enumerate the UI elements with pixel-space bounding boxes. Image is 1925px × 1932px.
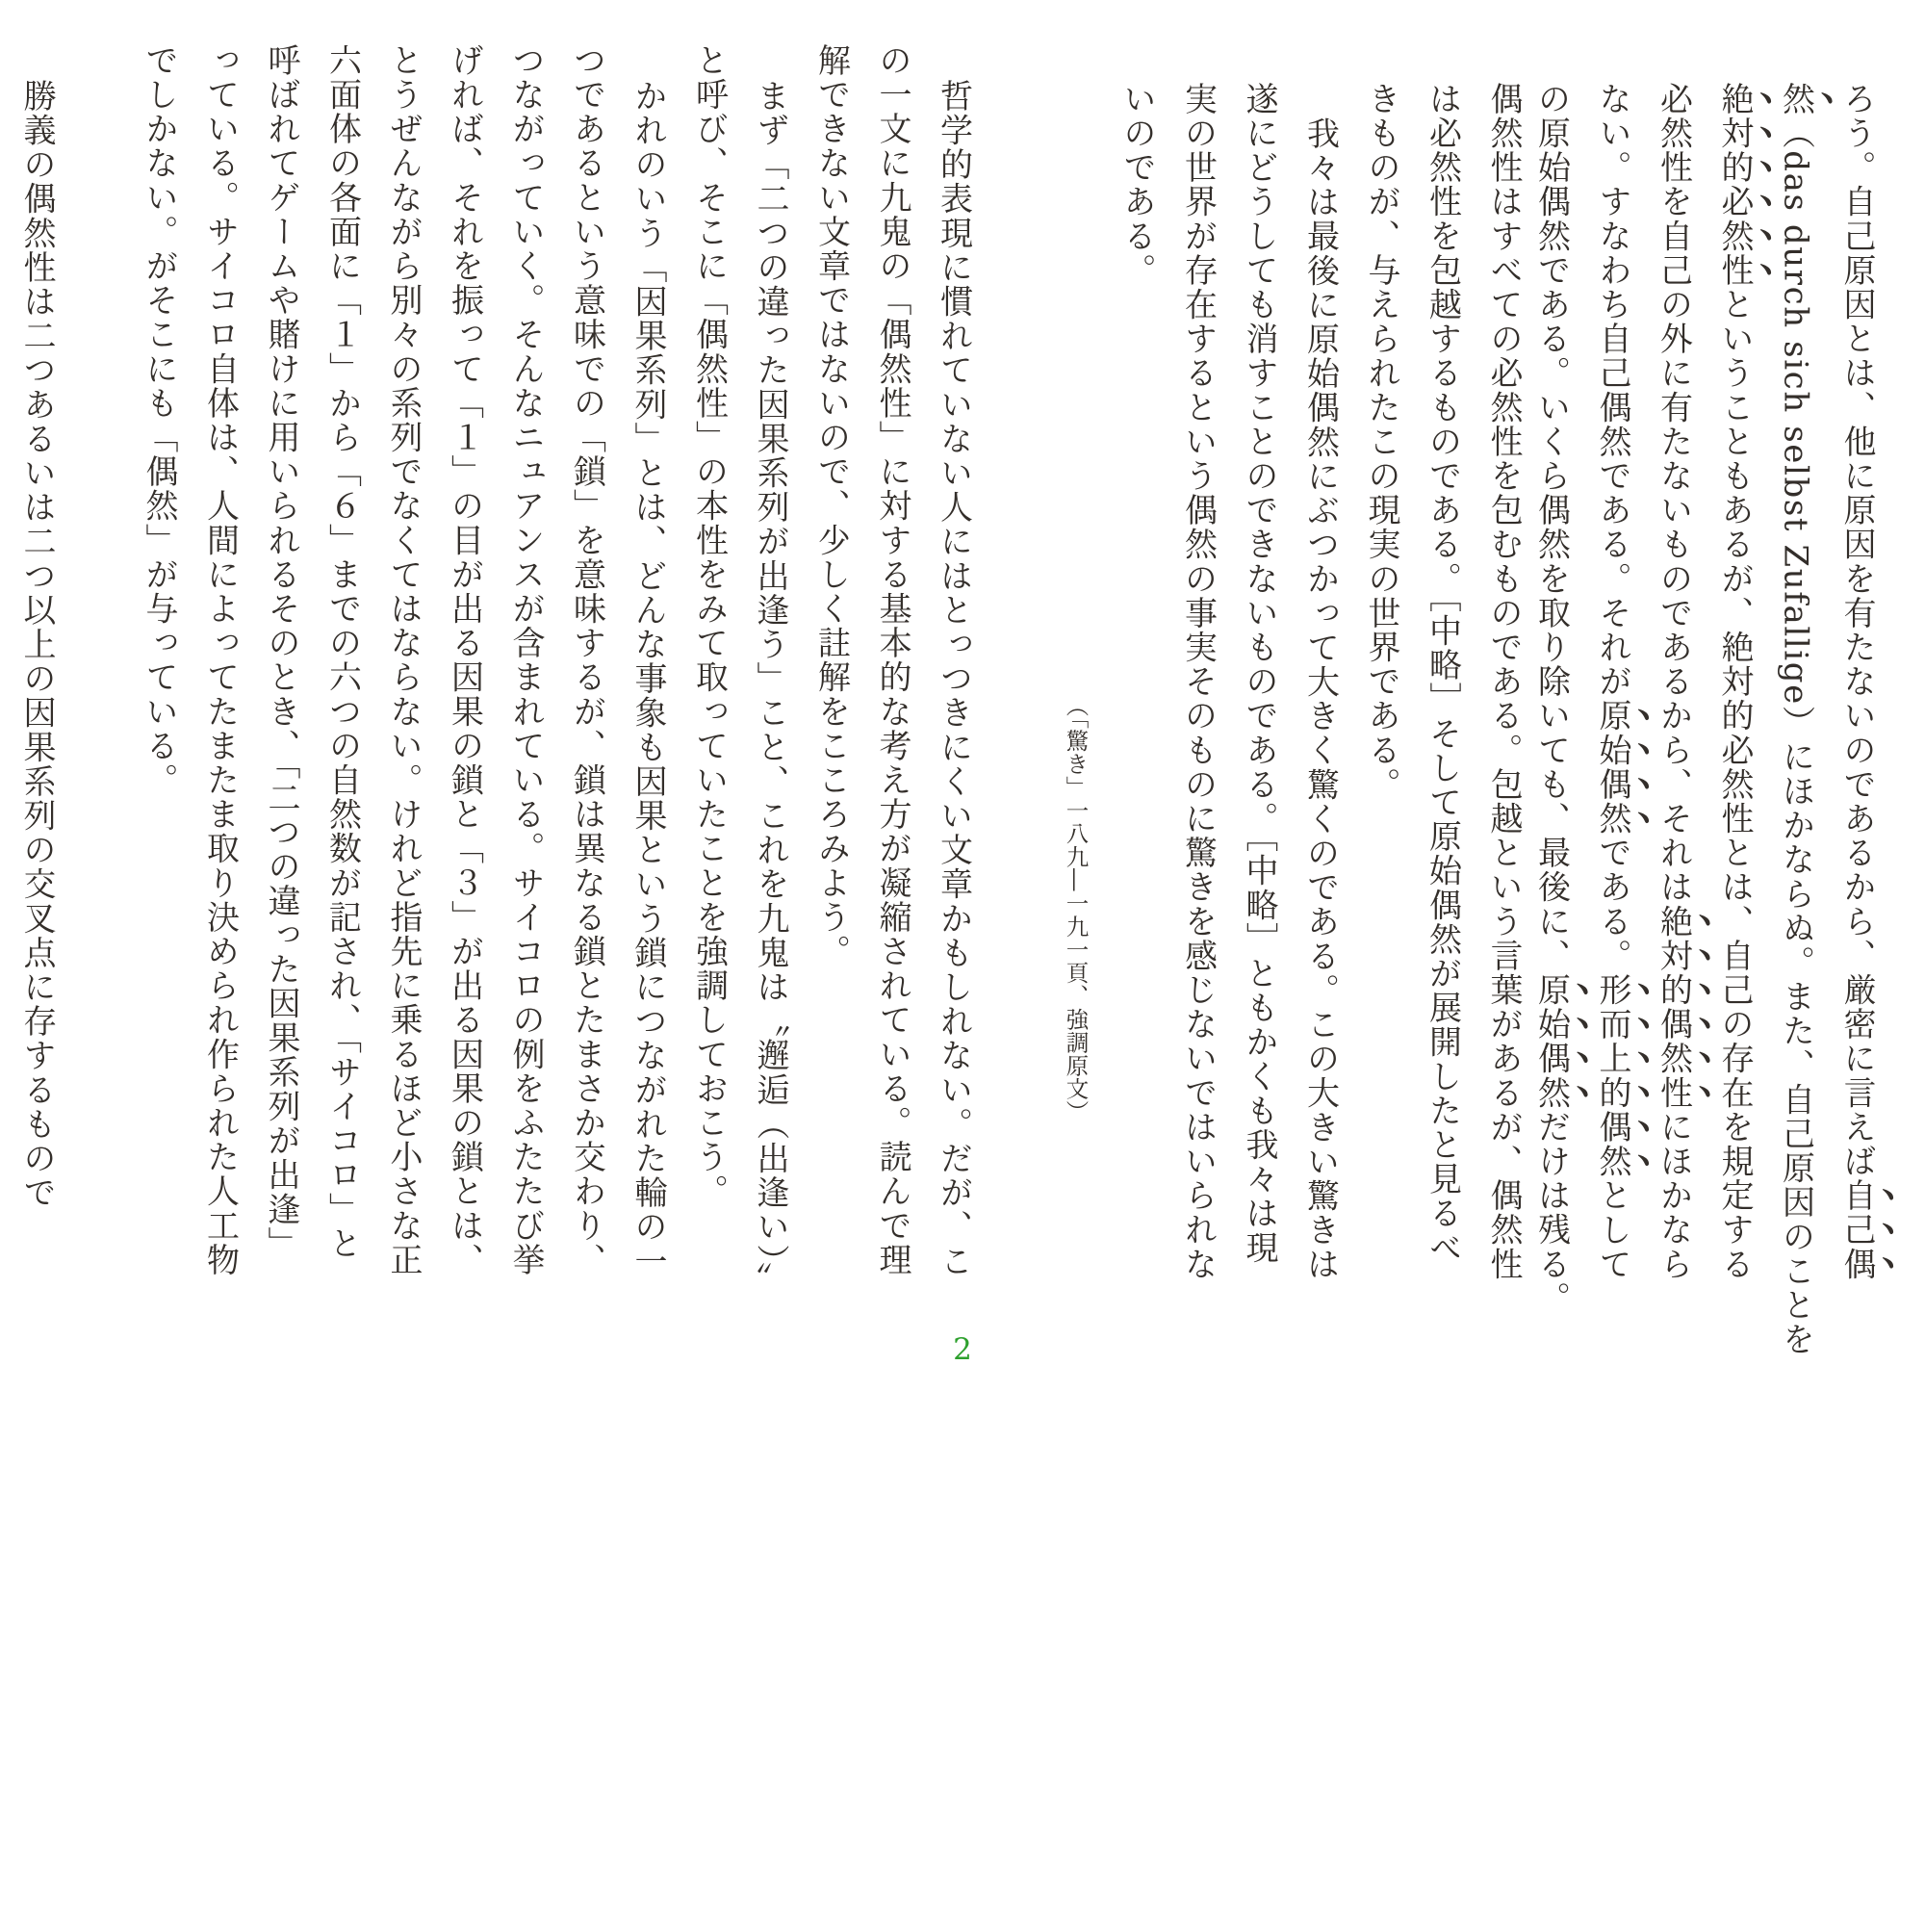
text-column: [189, 43, 250, 1281]
text-run: の原始偶然である。いくら偶然を取り除いても、最後に、: [1531, 82, 1571, 973]
text-column: [1350, 43, 1412, 1320]
text-column: [372, 43, 434, 1281]
text-column: [495, 43, 556, 1281]
emphasized-text: 然: [1776, 82, 1815, 116]
text-column: [1839, 43, 1901, 1320]
text-column: [433, 43, 495, 1281]
emphasized-text: 原始偶然: [1593, 698, 1631, 837]
text-run: （「驚き」一八九―一九一頁、強調原文）: [1062, 694, 1090, 1124]
text-run: げれば、それを振って「１」の目が出る因果の鎖と「３」が出る因果の鎖とは、: [445, 43, 484, 1277]
text-run: まず「二つの違った因果系列が出逢う」こと、これを九鬼は〝邂逅（出逢い）〟: [751, 79, 789, 1297]
text-run: の一文に九鬼の「偶然性」に対する基本的な考え方が凝縮されている。読んで理: [873, 43, 911, 1277]
text-run: つであるという意味での「鎖」を意味するが、鎖は異なる鎖とたまさか交わり、: [567, 43, 606, 1277]
text-run: いのである。: [1117, 82, 1156, 288]
emphasized-text: 自己偶: [1837, 1178, 1876, 1282]
blank-column: [984, 43, 1045, 1281]
text-column: [1473, 43, 1534, 1320]
emphasized-text: 原始偶然: [1531, 972, 1571, 1111]
text-column: [922, 43, 984, 1317]
text-run: 我々は最後に原始偶然にぶつかって大きく驚くのである。この大きい驚きは: [1300, 116, 1340, 1282]
blank-column: [66, 43, 128, 1281]
text-run: ない。すなわち自己偶然である。それが: [1593, 82, 1631, 699]
text-column: [6, 43, 67, 1317]
text-run: 必然性を自己の外に有たないものであるから、それは: [1654, 82, 1693, 905]
text-column: [1044, 43, 1106, 1932]
text-run: とうぜんながら別々の系列でなくてはならない。けれど指先に乗るほど小さな正: [384, 43, 423, 1277]
text-run: 実の世界が存在するという偶然の事実そのものに驚きを感じないではいられな: [1178, 82, 1218, 1281]
text-column: [1289, 43, 1350, 1354]
text-column: [800, 43, 861, 1281]
text-run: である。: [1593, 836, 1631, 973]
text-run: でしかない。がそこにも「偶然」が与っている。: [140, 43, 178, 798]
text-run: 勝義の偶然性は二つあるいは二つ以上の因果系列の交叉点に存するもので: [17, 79, 56, 1210]
emphasized-text: 絶対的必然性: [1715, 82, 1754, 288]
text-column: [1106, 43, 1168, 1320]
text-run: （das durch sich selbst Zufallige）にほかならぬ。また、自己原因のことを: [1776, 116, 1815, 1357]
text-column: [678, 43, 739, 1281]
text-column: [311, 43, 372, 1281]
text-run: と呼び、そこに「偶然性」の本性をみて取っていたことを強調しておこう。: [689, 43, 729, 1209]
text-run: として: [1593, 1178, 1631, 1282]
text-run: は必然性を包越するものである。［中略］そして原始偶然が展開したと見るべ: [1423, 82, 1462, 1265]
emphasized-text: 絶対的偶然性: [1654, 904, 1693, 1111]
text-run: 呼ばれてゲームや賭けに用いられるそのとき、「二つの違った因果系列が出逢」: [262, 43, 300, 1261]
text-column: [1228, 43, 1290, 1320]
vertical-text-flow: [6, 43, 1901, 1357]
text-run: かれのいう「因果系列」とは、どんな事象も因果という鎖につながれた輪の一: [629, 79, 667, 1278]
text-column: [1167, 43, 1228, 1320]
text-run: っている。サイコロ自体は、人間によってたまたま取り決められ作られた人工物: [200, 43, 240, 1277]
text-run: 遂にどうしても消すことのできないものである。［中略］ともかくも我々は現: [1240, 82, 1278, 1265]
text-column: [128, 43, 190, 1281]
text-run: にほかなら: [1654, 1110, 1693, 1282]
text-run: 解できない文章ではないので、少しく註解をこころみよう。: [811, 43, 851, 969]
text-column: [617, 43, 679, 1317]
text-column: [861, 43, 923, 1281]
text-run: だけは残る。: [1531, 1110, 1571, 1316]
page-number: 2: [953, 1332, 972, 1367]
text-run: ろう。自己原因とは、他に原因を有たないのであるから、厳密に言えば: [1837, 82, 1876, 1179]
text-run: ということもあるが、絶対的必然性とは、自己の存在を規定する: [1715, 287, 1754, 1282]
text-column: [250, 43, 312, 1281]
text-column: [1411, 43, 1473, 1320]
text-run: きものが、与えられたこの現実の世界である。: [1362, 82, 1400, 802]
emphasized-text: 形而上的偶然: [1593, 972, 1631, 1179]
text-column: [739, 43, 801, 1317]
text-run: 偶然性はすべての必然性を包むものである。包越という言葉があるが、偶然性: [1484, 82, 1523, 1281]
text-run: 六面体の各面に「１」から「６」までの六つの自然数が記され、「サイコロ」と: [322, 43, 362, 1261]
text-column: [555, 43, 617, 1281]
text-run: つながっていく。そんなニュアンスが含まれている。サイコロの例をふたたび挙: [506, 43, 545, 1277]
text-run: 哲学的表現に慣れていない人にはとっつきにくい文章かもしれない。だが、こ: [934, 79, 973, 1278]
